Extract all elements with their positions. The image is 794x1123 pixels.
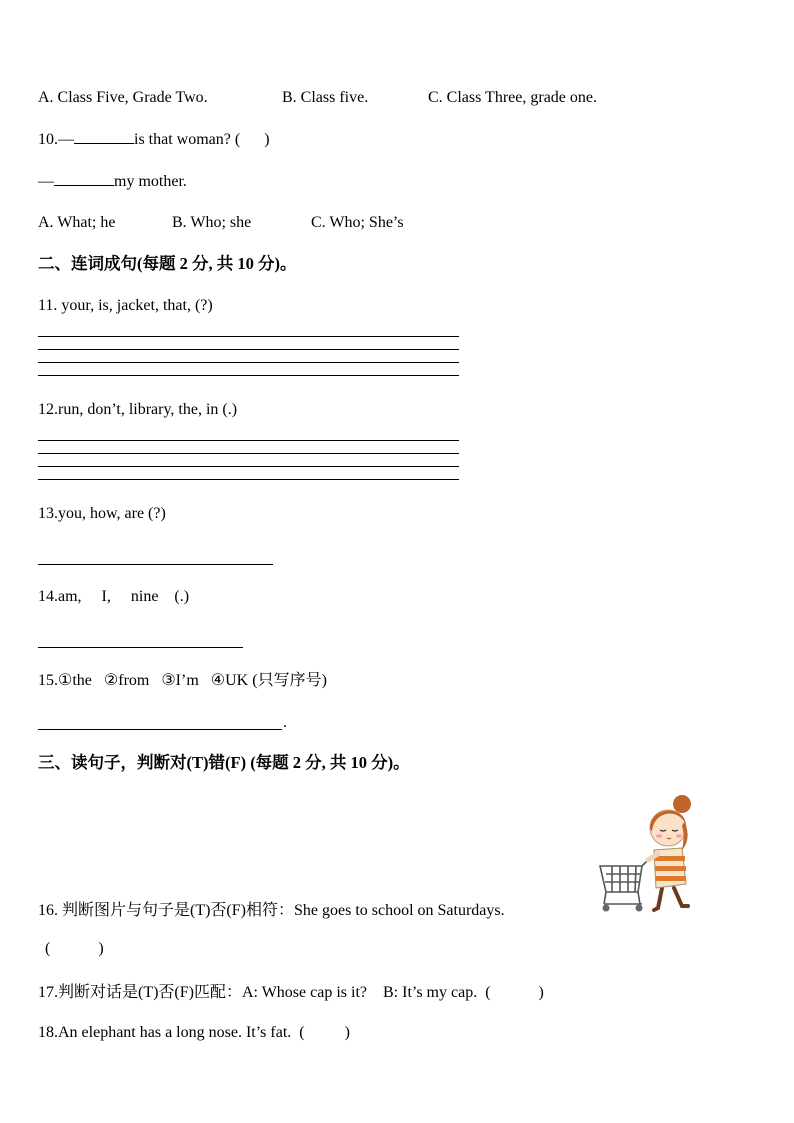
q9-option-a: A. Class Five, Grade Two.	[38, 89, 208, 106]
girl-with-shopping-cart-icon	[596, 792, 704, 916]
q10-answer	[38, 171, 187, 192]
q18-text: 18.An elephant has a long nose. It’s fat. ( )	[38, 1024, 350, 1041]
q11-writing-line-3[interactable]	[38, 362, 459, 363]
q11-writing-line-1[interactable]	[38, 336, 459, 337]
q12-writing-line-2[interactable]	[38, 453, 459, 454]
q10-option-a: A. What; he	[38, 214, 116, 231]
q10-question	[38, 129, 270, 150]
q15-text: 15.①the ②from ③I’m ④UK (只写序号)	[38, 672, 327, 689]
section2-title: 二、连词成句(每题 2 分, 共 10 分)。	[38, 254, 297, 273]
q12-text: 12.run, don’t, library, the, in (.)	[38, 401, 238, 418]
q13-text: 13.you, how, are (?)	[38, 505, 166, 522]
q13-answer-line[interactable]	[38, 564, 273, 565]
q10-answer-prefix: —	[38, 173, 54, 190]
q11-writing-line-4[interactable]	[38, 375, 459, 376]
q12-writing-line-1[interactable]	[38, 440, 459, 441]
q11-writing-line-2[interactable]	[38, 349, 459, 350]
q10-blank-1[interactable]	[74, 129, 134, 144]
q16-text: 16. 判断图片与句子是(T)否(F)相符：She goes to school on Saturdays.	[38, 902, 505, 919]
q17-text: 17.判断对话是(T)否(F)匹配：A: Whose cap is it? B: It’s my cap. ( )	[38, 984, 544, 1001]
q15-period: .	[283, 714, 287, 731]
q12-writing-line-3[interactable]	[38, 466, 459, 467]
q9-option-c: C. Class Three, grade one.	[428, 89, 597, 106]
q9-option-b: B. Class five.	[282, 89, 369, 106]
q10-option-c: C. Who; She’s	[311, 214, 404, 231]
q10-prefix: 10.—	[38, 131, 74, 148]
section3-title: 三、读句子，判断对(T)错(F) (每题 2 分, 共 10 分)。	[38, 753, 410, 772]
q10-answer-suffix: my mother.	[114, 173, 187, 190]
q14-text: 14.am, I, nine (.)	[38, 588, 190, 605]
q10-suffix: is that woman? ( )	[134, 131, 270, 148]
q16-answer-paren[interactable]: ( )	[45, 940, 104, 957]
q10-blank-2[interactable]	[54, 171, 114, 186]
q15-answer-line[interactable]	[38, 729, 282, 730]
q14-answer-line[interactable]	[38, 647, 243, 648]
q11-text: 11. your, is, jacket, that, (?)	[38, 297, 213, 314]
q10-option-b: B. Who; she	[172, 214, 252, 231]
q12-writing-line-4[interactable]	[38, 479, 459, 480]
